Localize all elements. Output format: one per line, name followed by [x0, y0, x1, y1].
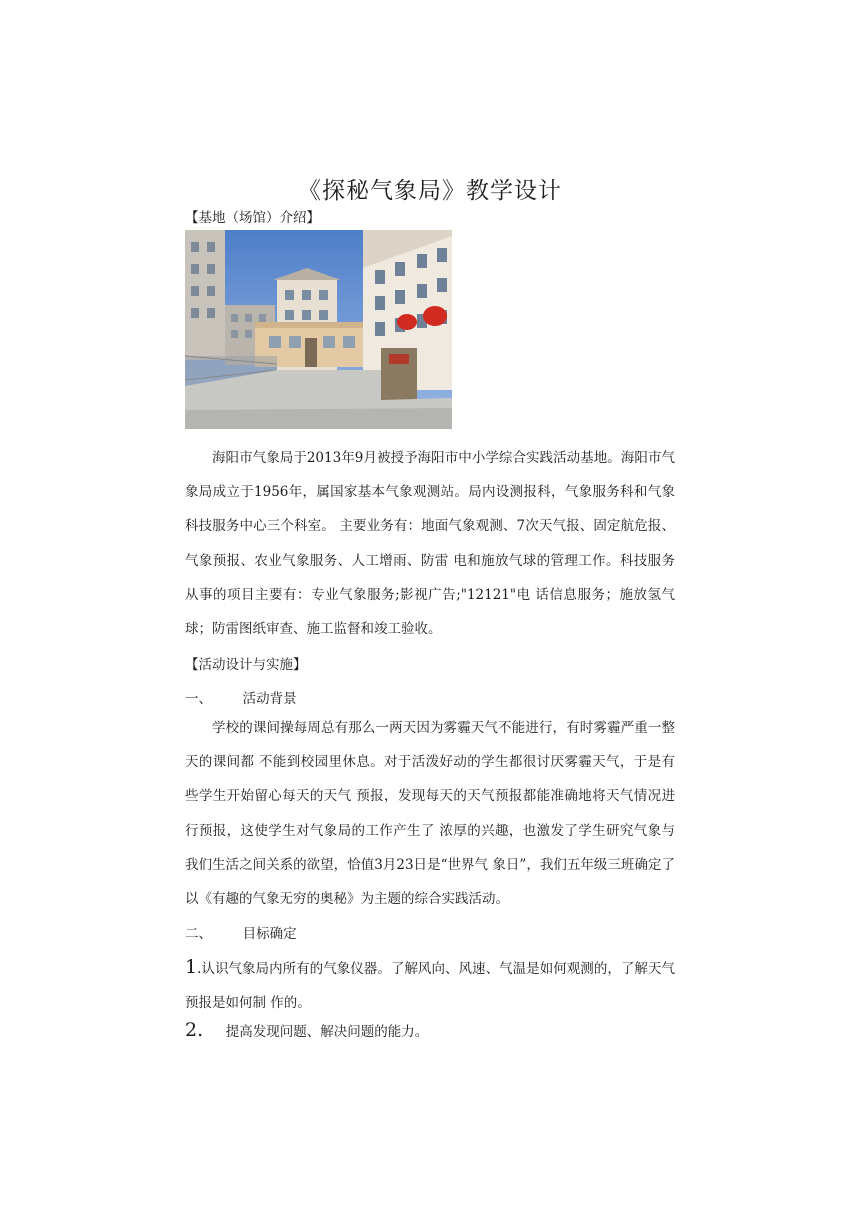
section-heading-activity: 【活动设计与实施】: [185, 657, 307, 673]
heading-2-text: 目标确定: [242, 926, 297, 942]
goal-2-text: 提高发现问题、解决问题的能力。: [225, 1024, 429, 1040]
heading-1: [185, 687, 297, 707]
goal-1-number: 1: [185, 956, 198, 978]
goal-2: [185, 1019, 428, 1041]
goal-1-text: .认识气象局内所有的气象仪器。了解风向、风速、气温是如何观测的，了解天气预报是如何制 作的。: [185, 961, 675, 1012]
section-heading-base: 【基地（场馆）介绍】: [185, 210, 320, 226]
document-title: 《探秘气象局》教学设计: [298, 178, 562, 204]
heading-2-number: 二、: [185, 926, 212, 942]
background-paragraph: 学校的课间操每周总有那么一两天因为雾霾天气不能进行，有时雾霾严重一整天的课间都 不能到校园里休息。对于活泼好动的学生都很讨厌雾霾天气，于是有些学生开始留心每天的天气 预报，发现每天的天气预报都能准确地将天气情况进行预报，这使学生对气象局的工作产生了 浓厚的兴趣，也激发了学生研究气象与我们生活之间关系的欲望，恰值3月23日是“世界气 象日”，我们五年级三班确定了以《有趣的气象无穷的奥秘》为主题的综合实践活动。: [185, 720, 675, 908]
goal-1: [185, 950, 675, 1020]
heading-2: [185, 922, 297, 942]
goal-2-number: 2.: [185, 1019, 204, 1041]
intro-paragraph: 海阳市气象局于2013年9月被授予海阳市中小学综合实践活动基地。海阳市气象局成立于1956年，属国家基本气象观测站。局内设测报科，气象服务科和气象科技服务中心三个科室。 主要业务有：地面气象观测、7次天气报、固定航危报、气象预报、农业气象服务、人工增雨、防雷 电和施放气球的管理工作。科技服务从事的项目主要有：专业气象服务;影视广告;"12121"电 话信息服务；施放氢气球；防雷图纸审查、施工监督和竣工验收。: [185, 450, 675, 638]
building-photo: [185, 230, 452, 429]
heading-1-number: 一、: [185, 691, 212, 707]
heading-1-text: 活动背景: [242, 691, 297, 707]
